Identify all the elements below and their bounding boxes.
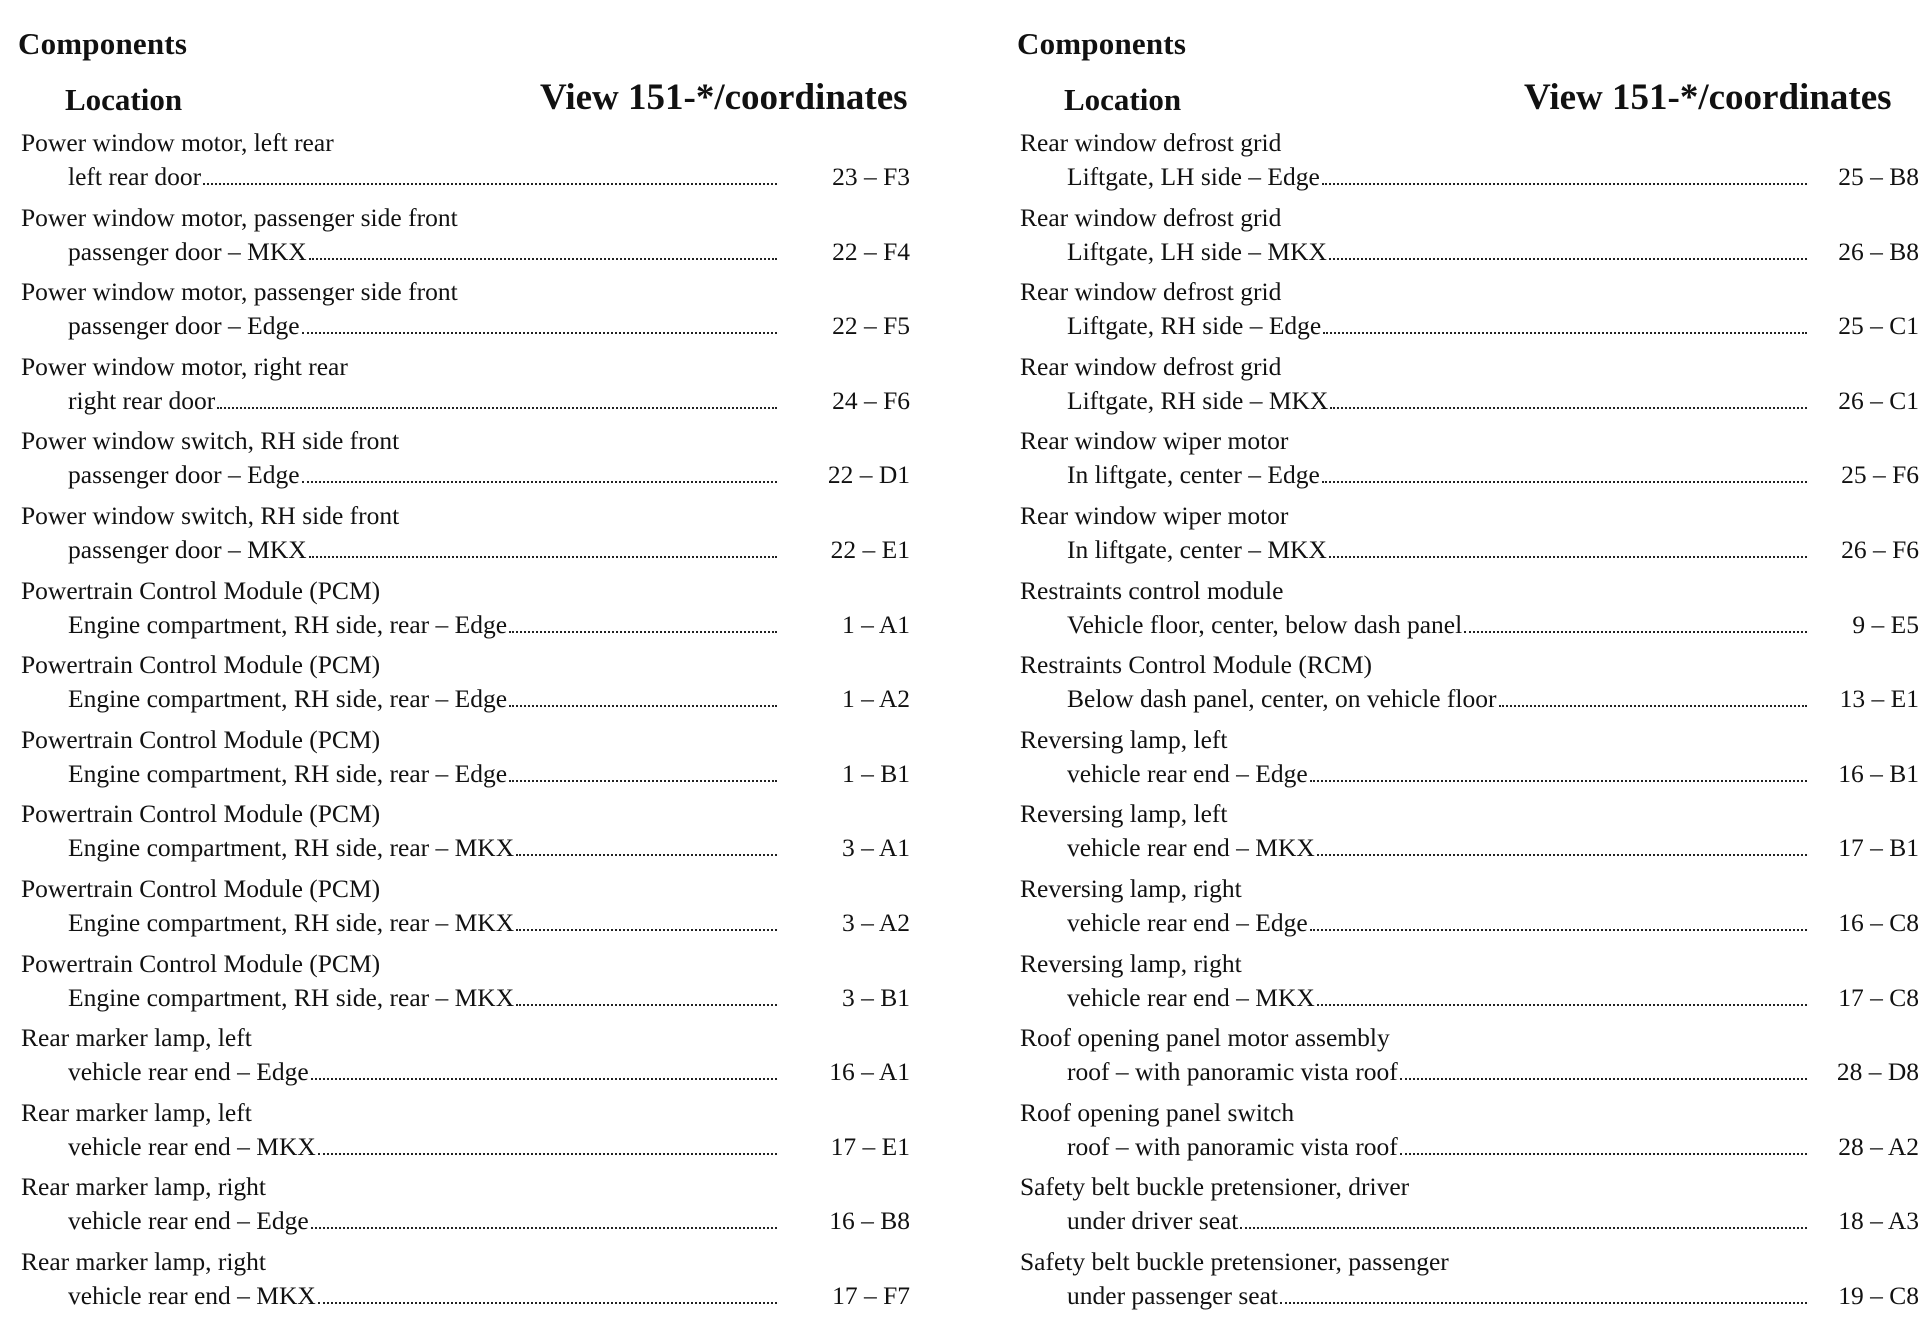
component-name: Rear window defrost grid bbox=[1020, 277, 1282, 307]
component-location-line bbox=[1067, 1057, 1809, 1087]
view-coordinate: 18 – A3 bbox=[1838, 1206, 1919, 1236]
component-location-line bbox=[68, 386, 779, 416]
list-item bbox=[1017, 1243, 1917, 1318]
list-item bbox=[18, 1168, 918, 1243]
dot-leader bbox=[516, 1003, 777, 1006]
component-location: passenger door – Edge bbox=[68, 460, 300, 490]
component-location: Engine compartment, RH side, rear – MKX bbox=[68, 833, 515, 863]
component-location-line bbox=[1067, 460, 1809, 490]
view-coordinate: 3 – B1 bbox=[841, 982, 910, 1012]
dot-leader bbox=[302, 480, 777, 483]
dot-leader bbox=[309, 555, 777, 558]
component-location: vehicle rear end – MKX bbox=[68, 1131, 316, 1161]
list-item bbox=[18, 273, 918, 348]
component-location: roof – with panoramic vista roof bbox=[1067, 1131, 1398, 1161]
component-location-line bbox=[68, 1057, 779, 1087]
view-coordinate: 1 – A2 bbox=[841, 684, 910, 714]
component-location: vehicle rear end – MKX bbox=[68, 1280, 316, 1310]
component-name: Powertrain Control Module (PCM) bbox=[21, 724, 381, 754]
view-coordinate: 16 – A1 bbox=[829, 1057, 910, 1087]
view-coordinate: 23 – F3 bbox=[832, 162, 910, 191]
view-coordinate: 28 – D8 bbox=[1836, 1057, 1919, 1087]
list-item bbox=[1017, 945, 1917, 1020]
dot-leader bbox=[1464, 630, 1807, 633]
list-item bbox=[18, 348, 918, 423]
list-item bbox=[1017, 422, 1917, 497]
component-location-line bbox=[1067, 1281, 1809, 1311]
component-location: vehicle rear end – Edge bbox=[1067, 758, 1308, 788]
section-title: Components bbox=[18, 26, 188, 61]
component-name: Rear window wiper motor bbox=[1020, 500, 1289, 530]
component-name: Reversing lamp, left bbox=[1020, 799, 1228, 829]
dot-leader bbox=[1330, 406, 1807, 409]
dot-leader bbox=[1280, 1301, 1807, 1304]
list-item bbox=[1017, 124, 1917, 199]
dot-leader bbox=[509, 630, 777, 633]
view-coordinate: 22 – F5 bbox=[832, 311, 910, 341]
list-item bbox=[18, 721, 918, 796]
component-location: under driver seat bbox=[1067, 1206, 1239, 1236]
dot-leader bbox=[509, 779, 777, 782]
component-location: vehicle rear end – Edge bbox=[68, 1206, 309, 1236]
component-location-line bbox=[1067, 983, 1809, 1013]
list-item bbox=[1017, 273, 1917, 348]
component-location: Engine compartment, RH side, rear – Edge bbox=[68, 758, 508, 788]
component-location-line bbox=[68, 311, 779, 341]
component-location: Vehicle floor, center, below dash panel bbox=[1067, 609, 1463, 639]
list-item bbox=[18, 572, 918, 647]
component-location: Engine compartment, RH side, rear – Edge bbox=[68, 684, 508, 714]
view-coordinate: 13 – E1 bbox=[1839, 684, 1919, 714]
component-location: Liftgate, LH side – Edge bbox=[1067, 162, 1320, 191]
view-coordinate: 1 – A1 bbox=[841, 609, 910, 639]
view-coordinate: 3 – A1 bbox=[841, 833, 910, 863]
component-name: Power window switch, RH side front bbox=[21, 500, 400, 530]
dot-leader bbox=[1329, 257, 1807, 260]
view-coordinate: 19 – C8 bbox=[1838, 1280, 1919, 1310]
dot-leader bbox=[1322, 480, 1807, 483]
dot-leader bbox=[1240, 1226, 1807, 1229]
component-name: Rear marker lamp, right bbox=[21, 1246, 266, 1276]
view-coordinate: 9 – E5 bbox=[1852, 609, 1919, 639]
dot-leader bbox=[516, 853, 777, 856]
component-location-line bbox=[68, 1206, 779, 1236]
list-item bbox=[1017, 572, 1917, 647]
component-name: Reversing lamp, left bbox=[1020, 724, 1228, 754]
list-item bbox=[1017, 795, 1917, 870]
component-location-line bbox=[68, 684, 779, 714]
dot-leader bbox=[309, 257, 777, 260]
component-name: Powertrain Control Module (PCM) bbox=[21, 575, 381, 605]
view-coordinate: 17 – F7 bbox=[832, 1280, 910, 1310]
dot-leader bbox=[509, 704, 777, 707]
list-item bbox=[18, 646, 918, 721]
list-item bbox=[18, 795, 918, 870]
component-name: Powertrain Control Module (PCM) bbox=[21, 873, 381, 903]
list-item bbox=[1017, 497, 1917, 572]
component-location-line bbox=[1067, 684, 1809, 714]
component-location: passenger door – MKX bbox=[68, 236, 307, 266]
component-location-line bbox=[1067, 610, 1809, 640]
component-name: Rear marker lamp, left bbox=[21, 1023, 252, 1053]
list-item bbox=[18, 1019, 918, 1094]
component-location-line bbox=[1067, 162, 1809, 192]
list-item bbox=[18, 497, 918, 572]
component-name: Restraints Control Module (RCM) bbox=[1020, 650, 1373, 680]
list-item bbox=[1017, 1094, 1917, 1169]
view-coordinate: 3 – A2 bbox=[841, 907, 910, 937]
component-location-line bbox=[68, 908, 779, 938]
view-coordinate: 17 – B1 bbox=[1838, 833, 1919, 863]
component-name: Rear window defrost grid bbox=[1020, 351, 1282, 381]
component-name: Rear marker lamp, right bbox=[21, 1172, 266, 1202]
component-name: Safety belt buckle pretensioner, passenger bbox=[1020, 1246, 1449, 1276]
view-coordinate: 22 – E1 bbox=[830, 534, 910, 564]
component-name: Reversing lamp, right bbox=[1020, 948, 1242, 978]
component-location-line bbox=[68, 460, 779, 490]
dot-leader bbox=[1310, 928, 1807, 931]
view-coordinates-header: View 151-*/coordinates bbox=[540, 77, 908, 118]
component-location-line bbox=[1067, 386, 1809, 416]
list-item bbox=[18, 124, 918, 199]
component-location: Engine compartment, RH side, rear – Edge bbox=[68, 609, 508, 639]
view-coordinate: 25 – C1 bbox=[1838, 311, 1919, 341]
component-location: Engine compartment, RH side, rear – MKX bbox=[68, 982, 515, 1012]
component-location-line bbox=[68, 610, 779, 640]
component-location: Liftgate, RH side – Edge bbox=[1067, 311, 1322, 341]
component-name: Roof opening panel switch bbox=[1020, 1097, 1295, 1127]
component-location-line bbox=[1067, 1206, 1809, 1236]
component-name: Power window switch, RH side front bbox=[21, 426, 400, 456]
component-location: passenger door – MKX bbox=[68, 534, 307, 564]
dot-leader bbox=[516, 928, 777, 931]
component-location-line bbox=[68, 833, 779, 863]
component-name: Power window motor, passenger side front bbox=[21, 277, 458, 307]
component-location-line bbox=[1067, 535, 1809, 565]
component-location: passenger door – Edge bbox=[68, 311, 300, 341]
component-location-line bbox=[68, 237, 779, 267]
component-location: In liftgate, center – MKX bbox=[1067, 534, 1327, 564]
dot-leader bbox=[1317, 853, 1807, 856]
list-item bbox=[18, 199, 918, 274]
component-name: Rear marker lamp, left bbox=[21, 1097, 252, 1127]
list-item bbox=[1017, 1019, 1917, 1094]
dot-leader bbox=[1323, 331, 1807, 334]
component-location: Liftgate, LH side – MKX bbox=[1067, 236, 1327, 266]
location-header: Location bbox=[1064, 82, 1182, 117]
view-coordinates-header: View 151-*/coordinates bbox=[1524, 77, 1892, 118]
component-name: Rear window defrost grid bbox=[1020, 202, 1282, 232]
view-coordinate: 26 – B8 bbox=[1838, 236, 1919, 266]
component-location: roof – with panoramic vista roof bbox=[1067, 1057, 1398, 1087]
dot-leader bbox=[318, 1152, 777, 1155]
component-location: right rear door bbox=[68, 385, 216, 415]
component-location: left rear door bbox=[68, 162, 202, 191]
view-coordinate: 28 – A2 bbox=[1838, 1131, 1919, 1161]
component-location-line bbox=[1067, 1132, 1809, 1162]
list-item bbox=[18, 870, 918, 945]
component-location-line bbox=[1067, 311, 1809, 341]
view-coordinate: 17 – E1 bbox=[830, 1131, 910, 1161]
component-location-line bbox=[68, 983, 779, 1013]
list-item bbox=[1017, 199, 1917, 274]
component-location: vehicle rear end – Edge bbox=[1067, 907, 1308, 937]
component-location: Liftgate, RH side – MKX bbox=[1067, 385, 1329, 415]
dot-leader bbox=[1317, 1003, 1807, 1006]
component-location-line bbox=[1067, 833, 1809, 863]
component-location: vehicle rear end – Edge bbox=[68, 1057, 309, 1087]
view-coordinate: 26 – F6 bbox=[1841, 534, 1919, 564]
component-location-line bbox=[68, 1281, 779, 1311]
view-coordinate: 17 – C8 bbox=[1838, 982, 1919, 1012]
view-coordinate: 16 – C8 bbox=[1838, 907, 1919, 937]
list-item bbox=[1017, 348, 1917, 423]
dot-leader bbox=[1310, 779, 1807, 782]
dot-leader bbox=[217, 406, 777, 409]
list-item bbox=[18, 1094, 918, 1169]
list-item bbox=[1017, 646, 1917, 721]
dot-leader bbox=[1400, 1152, 1807, 1155]
dot-leader bbox=[1499, 704, 1808, 707]
component-location-line bbox=[1067, 908, 1809, 938]
component-list bbox=[1017, 124, 1917, 1318]
component-name: Roof opening panel motor assembly bbox=[1020, 1023, 1390, 1053]
dot-leader bbox=[1322, 182, 1807, 185]
component-location-line bbox=[1067, 759, 1809, 789]
component-list bbox=[18, 124, 918, 1318]
location-header: Location bbox=[65, 82, 183, 117]
component-location-line bbox=[68, 1132, 779, 1162]
view-coordinate: 24 – F6 bbox=[832, 385, 910, 415]
view-coordinate: 22 – F4 bbox=[832, 236, 910, 266]
component-name: Safety belt buckle pretensioner, driver bbox=[1020, 1172, 1410, 1202]
component-location-line bbox=[68, 535, 779, 565]
component-name: Powertrain Control Module (PCM) bbox=[21, 650, 381, 680]
component-name: Rear window defrost grid bbox=[1020, 128, 1282, 157]
view-coordinate: 25 – B8 bbox=[1838, 162, 1919, 191]
section-title: Components bbox=[1017, 26, 1187, 61]
component-location-line bbox=[68, 759, 779, 789]
component-location: under passenger seat bbox=[1067, 1280, 1278, 1310]
dot-leader bbox=[311, 1077, 777, 1080]
view-coordinate: 25 – F6 bbox=[1841, 460, 1919, 490]
list-item bbox=[18, 1243, 918, 1318]
view-coordinate: 26 – C1 bbox=[1838, 385, 1919, 415]
dot-leader bbox=[203, 182, 777, 185]
component-location: In liftgate, center – Edge bbox=[1067, 460, 1320, 490]
component-name: Power window motor, right rear bbox=[21, 351, 348, 381]
view-coordinate: 16 – B1 bbox=[1838, 758, 1919, 788]
view-coordinate: 1 – B1 bbox=[841, 758, 910, 788]
view-coordinate: 22 – D1 bbox=[827, 460, 910, 490]
dot-leader bbox=[1329, 555, 1807, 558]
component-name: Power window motor, passenger side front bbox=[21, 202, 458, 232]
component-location: vehicle rear end – MKX bbox=[1067, 982, 1315, 1012]
component-location: Below dash panel, center, on vehicle floor bbox=[1067, 684, 1497, 714]
dot-leader bbox=[311, 1226, 777, 1229]
dot-leader bbox=[318, 1301, 777, 1304]
list-item bbox=[1017, 870, 1917, 945]
component-name: Reversing lamp, right bbox=[1020, 873, 1242, 903]
component-location-line bbox=[1067, 237, 1809, 267]
list-item bbox=[18, 422, 918, 497]
dot-leader bbox=[1400, 1077, 1807, 1080]
list-item bbox=[18, 945, 918, 1020]
component-name: Powertrain Control Module (PCM) bbox=[21, 948, 381, 978]
component-name: Powertrain Control Module (PCM) bbox=[21, 799, 381, 829]
list-item bbox=[1017, 721, 1917, 796]
component-location: Engine compartment, RH side, rear – MKX bbox=[68, 907, 515, 937]
component-name: Rear window wiper motor bbox=[1020, 426, 1289, 456]
component-location-line bbox=[68, 162, 779, 192]
component-name: Restraints control module bbox=[1020, 575, 1284, 605]
component-location: vehicle rear end – MKX bbox=[1067, 833, 1315, 863]
dot-leader bbox=[302, 331, 777, 334]
component-name: Power window motor, left rear bbox=[21, 128, 334, 157]
list-item bbox=[1017, 1168, 1917, 1243]
view-coordinate: 16 – B8 bbox=[829, 1206, 910, 1236]
